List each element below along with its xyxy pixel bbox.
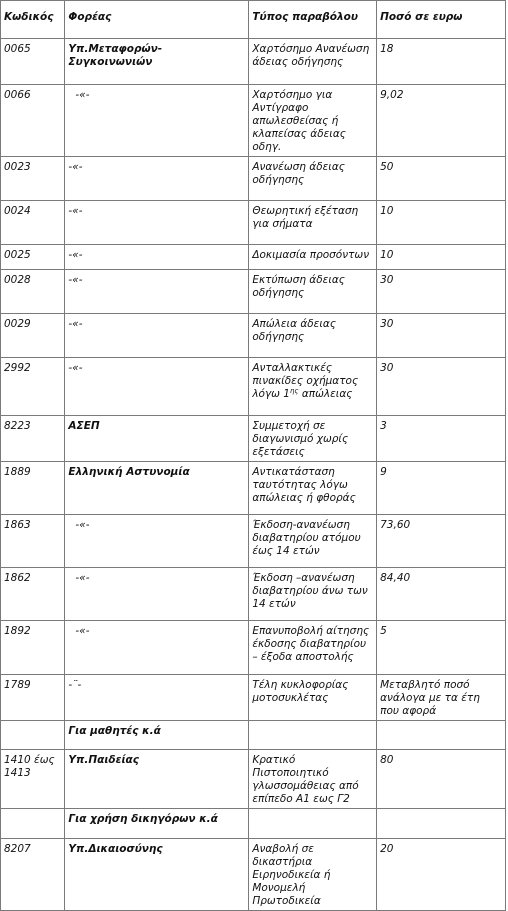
amount-cell: 30 [377,314,506,358]
table-row [1,270,506,314]
type-cell [249,721,377,750]
amount-cell: 20 [377,839,506,911]
table-row [1,839,506,911]
table-row [1,416,506,462]
code-cell: 0025 [1,245,65,270]
header-amount: Ποσό σε ευρω [377,1,506,39]
code-cell: 1863 [1,515,65,568]
type-text: Ανταλλακτικές πινακίδες οχήματος λόγω 1 [252,362,359,400]
amount-cell: 9 [377,462,506,515]
table-row [1,462,506,515]
amount-cell [377,809,506,839]
section-row [1,721,506,750]
code-cell: 0024 [1,201,65,245]
agency-cell: -«- [65,621,249,675]
amount-cell [377,721,506,750]
type-cell: Τέλη κυκλοφορίας μοτοσυκλέτας [249,675,377,721]
amount-cell: 3 [377,416,506,462]
type-cell: Εκτύπωση άδειας οδήγησης [249,270,377,314]
code-cell: 0029 [1,314,65,358]
amount-cell: 50 [377,157,506,201]
agency-cell: -«- [65,270,249,314]
code-cell: 1892 [1,621,65,675]
amount-cell: 30 [377,270,506,314]
type-cell [249,809,377,839]
type-cell: Επανυποβολή αίτησης έκδοσης διαβατηρίου – έξοδα αποστολής [249,621,377,675]
table-row [1,621,506,675]
amount-cell: 80 [377,750,506,809]
agency-cell: -«- [65,85,249,157]
header-type: Τύπος παραβόλου [249,1,377,39]
table-row [1,675,506,721]
table-row [1,568,506,621]
section-title: Για χρήση δικηγόρων κ.ά [65,809,249,839]
table-row [1,157,506,201]
table-row [1,515,506,568]
type-cell: Απώλεια άδειας οδήγησης [249,314,377,358]
code-cell: 1410 έως 1413 [1,750,65,809]
agency-cell: -«- [65,314,249,358]
type-cell: Συμμετοχή σε διαγωνισμό χωρίς εξετάσεις [249,416,377,462]
amount-cell: 9,02 [377,85,506,157]
code-cell: 1862 [1,568,65,621]
agency-cell: ΑΣΕΠ [65,416,249,462]
type-cell: Ανανέωση άδειας οδήγησης [249,157,377,201]
amount-cell: 73,60 [377,515,506,568]
code-cell: 8223 [1,416,65,462]
agency-cell: Υπ.Μεταφορών-Συγκοινωνιών [65,39,249,85]
agency-cell: -«- [65,568,249,621]
type-cell: Έκδοση-ανανέωση διαβατηρίου ατόμου έως 14 ετών [249,515,377,568]
code-cell: 0028 [1,270,65,314]
amount-cell: 84,40 [377,568,506,621]
type-cell: Χαρτόσημο για Αντίγραφο απωλεσθείσας ή κλαπείσας άδειας οδηγ. [249,85,377,157]
amount-cell: 18 [377,39,506,85]
amount-cell: 10 [377,201,506,245]
table-row [1,201,506,245]
table-row [1,245,506,270]
agency-cell: -«- [65,245,249,270]
amount-cell: 30 [377,358,506,416]
type-cell: Έκδοση –ανανέωση διαβατηρίου άνω των 14 ετών [249,568,377,621]
code-cell [1,721,65,750]
agency-cell: -«- [65,157,249,201]
amount-cell: 10 [377,245,506,270]
table-row [1,39,506,85]
code-cell: 0023 [1,157,65,201]
agency-cell: Ελληνική Αστυνομία [65,462,249,515]
type-cell: Αναβολή σε δικαστήρια Ειρηνοδικεία ή Μονομελή Πρωτοδικεία [249,839,377,911]
type-cell: Θεωρητική εξέταση για σήματα [249,201,377,245]
agency-cell: Υπ.Παιδείας [65,750,249,809]
code-cell: 2992 [1,358,65,416]
table-row [1,358,506,416]
agency-cell: -«- [65,201,249,245]
code-cell: 1789 [1,675,65,721]
agency-cell: -¨- [65,675,249,721]
type-cell: Κρατικό Πιστοποιητικό γλωσσομάθειας από επίπεδο Α1 εως Γ2 [249,750,377,809]
agency-cell: Υπ.Δικαιοσύνης [65,839,249,911]
agency-cell: -«- [65,515,249,568]
code-cell: 1889 [1,462,65,515]
type-text-after: απώλειας [298,388,353,400]
amount-cell: Μεταβλητό ποσό ανάλογα με τα έτη που αφορά [377,675,506,721]
header-row [1,1,506,39]
type-cell: Δοκιμασία προσόντων [249,245,377,270]
type-cell [249,358,377,416]
type-cell: Αντικατάσταση ταυτότητας λόγω απώλειας ή φθοράς [249,462,377,515]
table-row [1,750,506,809]
amount-cell: 5 [377,621,506,675]
code-cell [1,809,65,839]
ordinal-superscript: ης [290,387,299,395]
table-row [1,85,506,157]
table-row [1,314,506,358]
section-row [1,809,506,839]
agency-cell: -«- [65,358,249,416]
code-cell: 0065 [1,39,65,85]
code-cell: 0066 [1,85,65,157]
type-cell: Χαρτόσημο Ανανέωση άδειας οδήγησης [249,39,377,85]
header-code: Κωδικός [1,1,65,39]
header-agency: Φορέας [65,1,249,39]
code-cell: 8207 [1,839,65,911]
section-title: Για μαθητές κ.ά [65,721,249,750]
